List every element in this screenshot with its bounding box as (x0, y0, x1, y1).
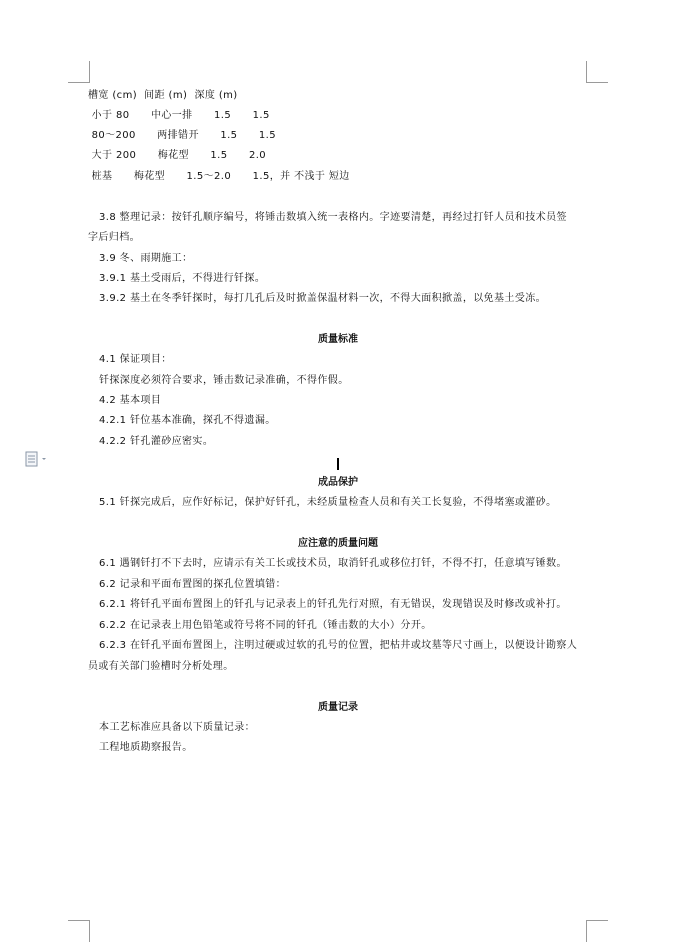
paragraph-6-2-2: 6.2.2 在记录表上用色铅笔或符号将不同的钎孔（锤击数的大小）分开。 (99, 620, 432, 631)
paragraph-3-9: 3.9 冬、雨期施工： (99, 253, 193, 264)
paragraph-6-2: 6.2 记录和平面布置图的探孔位置填错： (99, 579, 287, 590)
paragraph-records-item: 工程地质勘察报告。 (99, 742, 193, 753)
paragraph-3-8-line2: 字后归档。 (88, 232, 140, 243)
paragraph-6-1: 6.1 遇钢钎打不下去时，应请示有关工长或技术员，取消钎孔或移位打钎，不得不打，任意填写锤数。 (99, 558, 567, 569)
paragraph-6-2-3-line1: 6.2.3 在钎孔平面布置图上，注明过硬或过软的孔号的位置，把枯井或坟墓等尺寸画上，以便设计勘察人 (99, 640, 578, 651)
paragraph-3-8-line1: 3.8 整理记录：按钎孔顺序编号，将锤击数填入统一表格内。字迹要清楚，再经过打钎人员和技术员签 (99, 212, 567, 223)
table-row: 大于 200 梅花型 1.5 2.0 (88, 150, 267, 161)
paragraph-records-intro: 本工艺标准应具备以下质量记录： (99, 722, 255, 733)
paragraph-6-2-1: 6.2.1 将钎孔平面布置图上的钎孔与记录表上的钎孔先行对照，有无错误，发现错误及时修改或补打。 (99, 599, 567, 610)
text-cursor (337, 458, 339, 470)
paragraph-3-9-2: 3.9.2 基土在冬季钎探时，每打几孔后及时掀盖保温材料一次，不得大面积掀盖，以免基土受冻。 (99, 293, 547, 304)
crop-mark-top-right (586, 61, 608, 83)
table-row: 小于 80 中心一排 1.5 1.5 (88, 110, 270, 121)
paragraph-4-1-body: 钎探深度必须符合要求，锤击数记录准确，不得作假。 (99, 375, 349, 386)
table-header-line: 槽宽 (cm) 间距 (m) 深度 (m) (88, 90, 238, 101)
crop-mark-bottom-right (586, 920, 608, 942)
table-row: 80～200 两排错开 1.5 1.5 (88, 130, 277, 141)
section-heading-quality-issues: 应注意的质量问题 (298, 538, 378, 549)
paragraph-4-2-1: 4.2.1 钎位基本准确，探孔不得遗漏。 (99, 415, 276, 426)
section-heading-quality-records: 质量记录 (318, 702, 358, 713)
paragraph-4-2: 4.2 基本项目 (99, 395, 162, 406)
crop-mark-top-left (68, 61, 90, 83)
paragraph-6-2-3-line2: 员或有关部门验槽时分析处理。 (88, 661, 234, 672)
paragraph-4-1: 4.1 保证项目： (99, 354, 172, 365)
section-heading-quality-standard: 质量标准 (318, 334, 358, 345)
crop-mark-bottom-left (68, 920, 90, 942)
table-row: 桩基 梅花型 1.5～2.0 1.5，并 不浅于 短边 (88, 171, 350, 182)
paragraph-5-1: 5.1 钎探完成后，应作好标记，保护好钎孔，未经质量检查人员和有关工长复验，不得堵塞或灌砂。 (99, 497, 557, 508)
document-paste-icon[interactable] (25, 451, 49, 467)
paragraph-4-2-2: 4.2.2 钎孔灌砂应密实。 (99, 436, 214, 447)
section-heading-product-protection: 成品保护 (318, 477, 358, 488)
paragraph-3-9-1: 3.9.1 基土受雨后，不得进行钎探。 (99, 273, 266, 284)
